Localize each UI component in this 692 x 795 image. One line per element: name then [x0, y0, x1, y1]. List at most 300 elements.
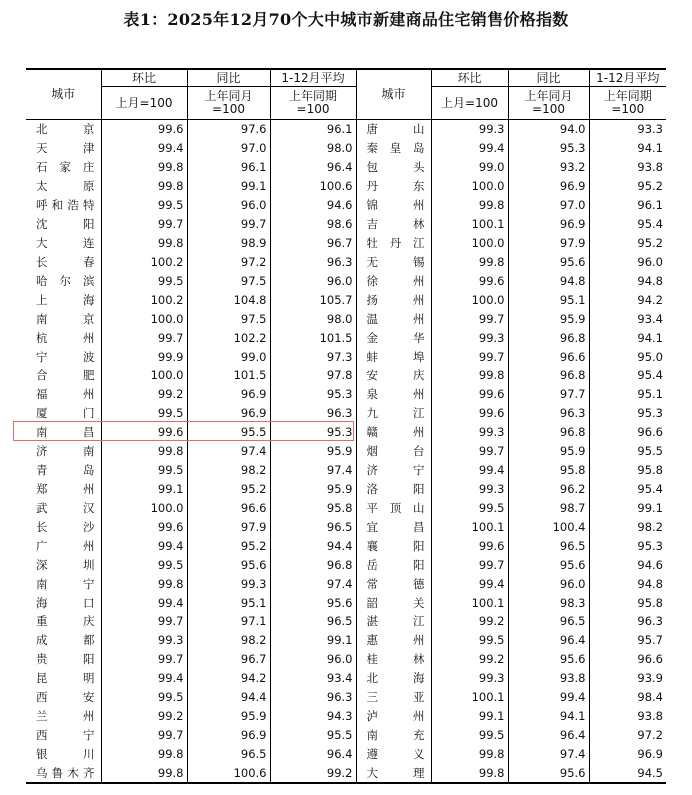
city-name-right: 南充: [356, 726, 431, 745]
table-row: [26, 498, 666, 517]
yoy-value-left: 96.0: [187, 196, 270, 215]
yoy-value-right: 96.4: [508, 726, 589, 745]
avg-value-right: 93.3: [589, 120, 666, 139]
yoy-value-right: 96.3: [508, 404, 589, 423]
avg-value-right: 95.8: [589, 593, 666, 612]
yoy-value-left: 102.2: [187, 328, 270, 347]
yoy-value-right: 98.7: [508, 498, 589, 517]
mom-value-right: 99.5: [431, 726, 508, 745]
table-row: [26, 763, 666, 783]
avg-value-right: 94.6: [589, 555, 666, 574]
avg-value-right: 96.1: [589, 196, 666, 215]
yoy-value-right: 100.4: [508, 517, 589, 536]
mom-value-left: 99.7: [101, 650, 187, 669]
table-row: [26, 366, 666, 385]
yoy-value-left: 94.2: [187, 669, 270, 688]
mom-value-right: 99.6: [431, 385, 508, 404]
yoy-value-left: 96.9: [187, 385, 270, 404]
city-name-left: 贵阳: [36, 652, 95, 667]
city-name-left: 哈尔滨: [36, 273, 95, 288]
mom-base-left: 上月=100: [101, 87, 187, 120]
yoy-value-left: 96.6: [187, 498, 270, 517]
avg-value-right: 96.6: [589, 650, 666, 669]
avg-value-right: 98.2: [589, 517, 666, 536]
city-name-right: 吉林: [356, 215, 431, 234]
avg-value-left: 96.3: [270, 688, 356, 707]
yoy-value-right: 93.8: [508, 669, 589, 688]
city-name-right: 牡丹江: [356, 234, 431, 253]
yoy-value-right: 96.9: [508, 177, 589, 196]
city-name-left: 福州: [36, 387, 95, 402]
mom-value-left: 100.0: [101, 366, 187, 385]
table-row: [26, 461, 666, 480]
table-row: [26, 309, 666, 328]
avg-value-right: 95.4: [589, 366, 666, 385]
city-name-left: 太原: [36, 179, 95, 194]
yoy-value-left: 97.1: [187, 612, 270, 631]
avg-value-right: 97.2: [589, 726, 666, 745]
avg-value-right: 95.5: [589, 442, 666, 461]
city-name-right: 温州: [356, 309, 431, 328]
yoy-value-left: 97.6: [187, 120, 270, 139]
city-name-right: 韶关: [356, 593, 431, 612]
city-name-right: 岳阳: [356, 555, 431, 574]
mom-value-right: 100.1: [431, 215, 508, 234]
yoy-value-right: 95.9: [508, 442, 589, 461]
mom-value-left: 99.2: [101, 707, 187, 726]
avg-value-right: 96.6: [589, 423, 666, 442]
table-row: [26, 385, 666, 404]
table-row: [26, 347, 666, 366]
city-name-left: 西安: [36, 690, 95, 705]
mom-value-left: 99.7: [101, 726, 187, 745]
table-row: [26, 328, 666, 347]
avg-value-right: 95.3: [589, 536, 666, 555]
yoy-value-left: 99.3: [187, 574, 270, 593]
mom-value-left: 99.8: [101, 744, 187, 763]
city-name-left: 海口: [36, 595, 95, 610]
mom-value-right: 99.7: [431, 309, 508, 328]
mom-value-left: 99.8: [101, 442, 187, 461]
yoy-value-right: 93.2: [508, 158, 589, 177]
yoy-value-left: 95.5: [187, 423, 270, 442]
mom-value-right: 99.6: [431, 536, 508, 555]
table-row: [26, 669, 666, 688]
mom-value-right: 99.4: [431, 574, 508, 593]
city-name-left: 郑州: [36, 481, 95, 496]
yoy-value-left: 100.6: [187, 763, 270, 783]
city-name-left: 沈阳: [36, 217, 95, 232]
avg-value-right: 95.8: [589, 461, 666, 480]
city-name-right: 扬州: [356, 290, 431, 309]
city-name-left: 宁波: [36, 349, 95, 364]
city-name-left: 上海: [36, 292, 95, 307]
mom-value-left: 99.6: [101, 120, 187, 139]
yoy-value-left: 96.5: [187, 744, 270, 763]
yoy-value-left: 101.5: [187, 366, 270, 385]
avg-value-left: 96.4: [270, 158, 356, 177]
table-row: [26, 404, 666, 423]
yoy-value-right: 96.5: [508, 612, 589, 631]
yoy-value-right: 96.6: [508, 347, 589, 366]
yoy-header-right: 同比: [508, 69, 589, 87]
city-name-right: 三亚: [356, 688, 431, 707]
avg-value-left: 94.4: [270, 536, 356, 555]
yoy-value-right: 95.9: [508, 309, 589, 328]
mom-value-right: 99.6: [431, 271, 508, 290]
city-name-right: 烟台: [356, 442, 431, 461]
mom-base-right: 上月=100: [431, 87, 508, 120]
mom-value-right: 99.3: [431, 669, 508, 688]
yoy-value-left: 96.9: [187, 726, 270, 745]
city-name-right: 常德: [356, 574, 431, 593]
city-name-right: 秦皇岛: [356, 139, 431, 158]
yoy-header-left: 同比: [187, 69, 270, 87]
table-row: [26, 574, 666, 593]
yoy-value-right: 96.2: [508, 480, 589, 499]
yoy-value-left: 94.4: [187, 688, 270, 707]
mom-value-left: 100.2: [101, 290, 187, 309]
city-header-right: 城市: [356, 69, 431, 120]
table-row: [26, 252, 666, 271]
table-row: [26, 158, 666, 177]
yoy-value-left: 95.2: [187, 536, 270, 555]
mom-value-right: 100.0: [431, 234, 508, 253]
yoy-value-right: 97.7: [508, 385, 589, 404]
avg-value-right: 94.2: [589, 290, 666, 309]
mom-value-right: 99.2: [431, 650, 508, 669]
avg-value-left: 96.3: [270, 252, 356, 271]
avg-value-left: 96.0: [270, 650, 356, 669]
yoy-value-left: 95.9: [187, 707, 270, 726]
avg-value-left: 96.5: [270, 517, 356, 536]
avg-value-right: 96.3: [589, 612, 666, 631]
page-title: 表1：2025年12月70个大中城市新建商品住宅销售价格指数: [123, 10, 569, 29]
mom-value-right: 100.0: [431, 177, 508, 196]
avg-value-right: 98.4: [589, 688, 666, 707]
avg-value-left: 98.0: [270, 139, 356, 158]
city-name-right: 湛江: [356, 612, 431, 631]
city-name-left: 合肥: [36, 368, 95, 383]
avg-value-left: 101.5: [270, 328, 356, 347]
mom-value-left: 100.2: [101, 252, 187, 271]
mom-value-right: 99.7: [431, 555, 508, 574]
city-name-right: 洛阳: [356, 480, 431, 499]
yoy-value-right: 97.4: [508, 744, 589, 763]
city-name-right: 赣州: [356, 423, 431, 442]
avg-value-left: 96.8: [270, 555, 356, 574]
table-row: [26, 177, 666, 196]
avg-value-left: 98.6: [270, 215, 356, 234]
city-name-right: 蚌埠: [356, 347, 431, 366]
avg-value-right: 95.4: [589, 480, 666, 499]
city-name-left: 重庆: [36, 614, 95, 629]
city-name-right: 九江: [356, 404, 431, 423]
yoy-value-right: 94.8: [508, 271, 589, 290]
yoy-value-right: 94.0: [508, 120, 589, 139]
yoy-value-right: 95.3: [508, 139, 589, 158]
city-name-left: 济南: [36, 444, 95, 459]
city-name-left: 石家庄: [36, 160, 95, 175]
city-name-right: 泸州: [356, 707, 431, 726]
table-row: [26, 196, 666, 215]
city-name-right: 桂林: [356, 650, 431, 669]
yoy-value-right: 96.9: [508, 215, 589, 234]
city-name-right: 惠州: [356, 631, 431, 650]
mom-value-right: 99.8: [431, 196, 508, 215]
yoy-value-left: 97.5: [187, 271, 270, 290]
mom-value-right: 99.8: [431, 252, 508, 271]
city-name-left: 西宁: [36, 727, 95, 742]
avg-value-right: 94.8: [589, 574, 666, 593]
avg-value-right: 94.1: [589, 328, 666, 347]
avg-value-right: 95.2: [589, 234, 666, 253]
yoy-value-left: 97.5: [187, 309, 270, 328]
city-name-left: 厦门: [36, 406, 95, 421]
city-name-left: 深圳: [36, 557, 95, 572]
city-header-left: 城市: [26, 69, 101, 120]
avg-value-right: 93.8: [589, 707, 666, 726]
city-name-left: 大连: [36, 235, 95, 250]
avg-value-right: 94.5: [589, 763, 666, 783]
mom-value-right: 99.8: [431, 366, 508, 385]
avg-value-left: 97.3: [270, 347, 356, 366]
mom-header-right: 环比: [431, 69, 508, 87]
yoy-base-left: 上年同月 =100: [187, 87, 270, 120]
table-row: [26, 234, 666, 253]
avg-value-right: 95.1: [589, 385, 666, 404]
table-row: [26, 612, 666, 631]
city-name-left: 武汉: [36, 500, 95, 515]
avg-value-right: 95.7: [589, 631, 666, 650]
mom-value-left: 99.8: [101, 574, 187, 593]
avg-value-right: 93.9: [589, 669, 666, 688]
city-name-left: 呼和浩特: [36, 198, 95, 213]
avg-value-right: 96.9: [589, 744, 666, 763]
table-row: [26, 744, 666, 763]
mom-value-right: 99.8: [431, 763, 508, 783]
yoy-value-right: 99.4: [508, 688, 589, 707]
mom-value-left: 99.5: [101, 555, 187, 574]
city-name-right: 平顶山: [356, 498, 431, 517]
city-name-right: 丹东: [356, 177, 431, 196]
avg-value-right: 94.1: [589, 139, 666, 158]
yoy-value-left: 98.2: [187, 461, 270, 480]
avg-value-left: 98.0: [270, 309, 356, 328]
table-row: [26, 517, 666, 536]
avg-value-right: 99.1: [589, 498, 666, 517]
mom-value-right: 99.4: [431, 461, 508, 480]
mom-value-right: 100.1: [431, 593, 508, 612]
city-name-right: 锦州: [356, 196, 431, 215]
city-name-left: 青岛: [36, 463, 95, 478]
mom-value-right: 99.3: [431, 480, 508, 499]
avg-value-left: 95.5: [270, 726, 356, 745]
avg-value-left: 95.8: [270, 498, 356, 517]
mom-value-right: 100.1: [431, 517, 508, 536]
city-name-right: 徐州: [356, 271, 431, 290]
yoy-value-left: 97.0: [187, 139, 270, 158]
mom-value-left: 99.4: [101, 139, 187, 158]
mom-value-right: 99.1: [431, 707, 508, 726]
yoy-value-left: 96.7: [187, 650, 270, 669]
avg-value-right: 95.2: [589, 177, 666, 196]
mom-value-left: 100.0: [101, 309, 187, 328]
city-name-right: 安庆: [356, 366, 431, 385]
city-name-right: 金华: [356, 328, 431, 347]
mom-value-left: 99.8: [101, 158, 187, 177]
yoy-value-right: 95.6: [508, 650, 589, 669]
mom-value-right: 99.8: [431, 744, 508, 763]
yoy-value-right: 95.1: [508, 290, 589, 309]
mom-value-left: 99.5: [101, 271, 187, 290]
city-name-right: 襄阳: [356, 536, 431, 555]
city-name-right: 唐山: [356, 120, 431, 139]
avg-value-left: 95.3: [270, 385, 356, 404]
table-row: [26, 688, 666, 707]
city-name-right: 无锡: [356, 252, 431, 271]
yoy-value-left: 96.9: [187, 404, 270, 423]
yoy-value-right: 95.6: [508, 763, 589, 783]
table-row: [26, 726, 666, 745]
mom-value-left: 99.3: [101, 631, 187, 650]
yoy-value-right: 96.5: [508, 536, 589, 555]
city-name-left: 长春: [36, 254, 95, 269]
avg-value-left: 97.4: [270, 574, 356, 593]
city-name-left: 乌鲁木齐: [36, 765, 95, 780]
city-name-left: 南宁: [36, 576, 95, 591]
avg-value-right: 93.4: [589, 309, 666, 328]
mom-value-left: 99.7: [101, 612, 187, 631]
mom-value-right: 99.5: [431, 631, 508, 650]
avg-base-right: 上年同期 =100: [589, 87, 666, 120]
city-name-left: 南昌: [36, 425, 95, 440]
mom-value-left: 99.4: [101, 669, 187, 688]
city-name-right: 遵义: [356, 744, 431, 763]
mom-value-right: 99.7: [431, 347, 508, 366]
yoy-value-right: 94.1: [508, 707, 589, 726]
yoy-value-right: 96.4: [508, 631, 589, 650]
mom-value-left: 99.7: [101, 215, 187, 234]
yoy-value-right: 95.8: [508, 461, 589, 480]
avg-base-left: 上年同期 =100: [270, 87, 356, 120]
mom-value-right: 99.3: [431, 328, 508, 347]
yoy-value-right: 97.9: [508, 234, 589, 253]
mom-value-left: 99.8: [101, 763, 187, 783]
avg-value-left: 97.8: [270, 366, 356, 385]
mom-value-right: 99.2: [431, 612, 508, 631]
city-name-right: 宜昌: [356, 517, 431, 536]
city-name-left: 杭州: [36, 330, 95, 345]
table-row: [26, 650, 666, 669]
avg-value-left: 96.4: [270, 744, 356, 763]
yoy-value-left: 95.1: [187, 593, 270, 612]
table-row: [26, 215, 666, 234]
yoy-value-right: 97.0: [508, 196, 589, 215]
avg-value-right: 93.8: [589, 158, 666, 177]
table-row: [26, 139, 666, 158]
avg-value-right: 95.3: [589, 404, 666, 423]
city-name-left: 南京: [36, 311, 95, 326]
mom-value-left: 99.9: [101, 347, 187, 366]
mom-value-left: 99.5: [101, 404, 187, 423]
table-row: [26, 271, 666, 290]
yoy-value-right: 96.8: [508, 423, 589, 442]
city-name-left: 天津: [36, 141, 95, 156]
yoy-value-right: 96.8: [508, 366, 589, 385]
avg-value-left: 96.5: [270, 612, 356, 631]
avg-value-left: 105.7: [270, 290, 356, 309]
table-row: [26, 290, 666, 309]
mom-header-left: 环比: [101, 69, 187, 87]
avg-value-left: 95.6: [270, 593, 356, 612]
table-row: [26, 593, 666, 612]
avg-value-left: 93.4: [270, 669, 356, 688]
avg-value-left: 100.6: [270, 177, 356, 196]
mom-value-left: 99.1: [101, 480, 187, 499]
avg-value-left: 96.1: [270, 120, 356, 139]
table-row: [26, 423, 666, 442]
city-name-right: 济宁: [356, 461, 431, 480]
city-name-right: 大理: [356, 763, 431, 783]
yoy-value-left: 96.1: [187, 158, 270, 177]
yoy-value-right: 96.0: [508, 574, 589, 593]
mom-value-right: 99.4: [431, 139, 508, 158]
mom-value-left: 99.5: [101, 461, 187, 480]
yoy-value-left: 104.8: [187, 290, 270, 309]
yoy-value-left: 97.4: [187, 442, 270, 461]
table-row: [26, 707, 666, 726]
city-name-left: 长沙: [36, 519, 95, 534]
avg-value-right: 96.0: [589, 252, 666, 271]
avg-value-left: 96.7: [270, 234, 356, 253]
table-row: [26, 120, 666, 139]
table-row: [26, 631, 666, 650]
avg-header-left: 1-12月平均: [270, 69, 356, 87]
mom-value-left: 99.6: [101, 423, 187, 442]
avg-value-left: 95.3: [270, 423, 356, 442]
avg-value-left: 97.4: [270, 461, 356, 480]
yoy-value-left: 99.0: [187, 347, 270, 366]
city-name-left: 昆明: [36, 671, 95, 686]
mom-value-right: 99.0: [431, 158, 508, 177]
avg-value-left: 95.9: [270, 480, 356, 499]
yoy-value-left: 97.2: [187, 252, 270, 271]
avg-value-left: 94.6: [270, 196, 356, 215]
table-body: [26, 120, 666, 784]
city-name-left: 北京: [36, 122, 95, 137]
table-row: [26, 555, 666, 574]
mom-value-left: 99.8: [101, 234, 187, 253]
avg-value-left: 99.2: [270, 763, 356, 783]
mom-value-left: 100.0: [101, 498, 187, 517]
city-name-right: 北海: [356, 669, 431, 688]
yoy-value-right: 95.6: [508, 555, 589, 574]
avg-value-left: 96.0: [270, 271, 356, 290]
city-name-left: 银川: [36, 746, 95, 761]
mom-value-left: 99.4: [101, 536, 187, 555]
mom-value-right: 99.3: [431, 120, 508, 139]
mom-value-left: 99.5: [101, 196, 187, 215]
avg-value-left: 94.3: [270, 707, 356, 726]
avg-value-left: 96.3: [270, 404, 356, 423]
avg-value-left: 95.9: [270, 442, 356, 461]
mom-value-left: 99.6: [101, 517, 187, 536]
mom-value-left: 99.8: [101, 177, 187, 196]
avg-value-left: 99.1: [270, 631, 356, 650]
mom-value-right: 99.3: [431, 423, 508, 442]
yoy-value-left: 95.6: [187, 555, 270, 574]
